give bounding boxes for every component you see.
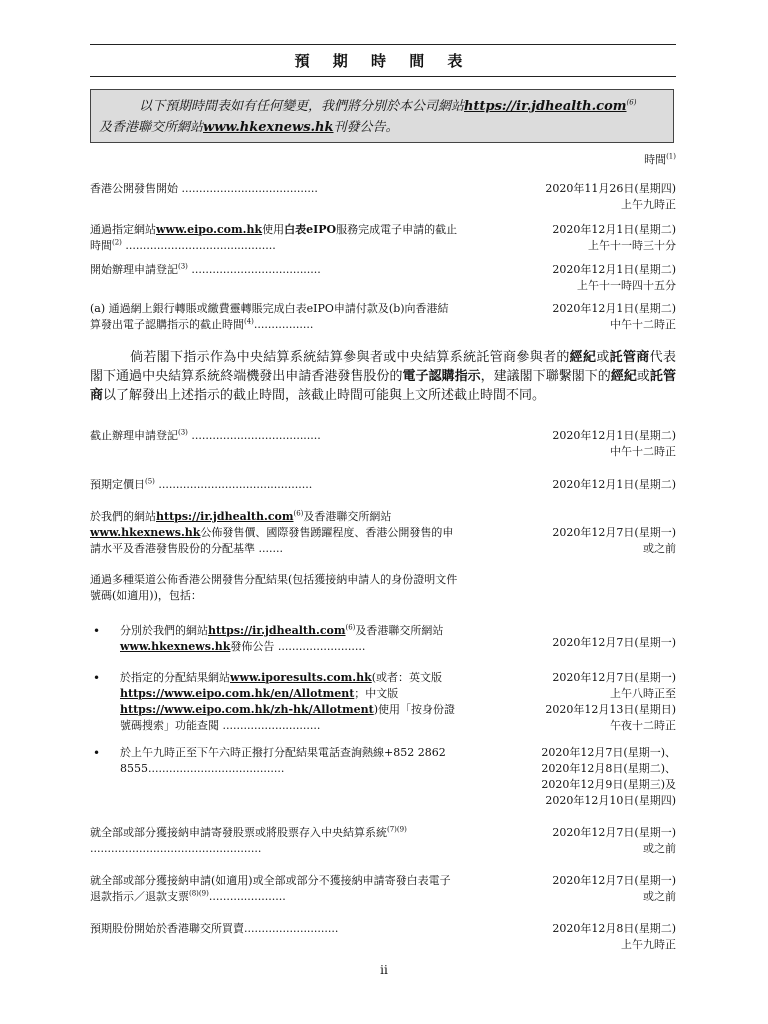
- label-text: 發佈公告 .........................: [230, 640, 366, 653]
- row-label: [90, 222, 458, 254]
- time-column-header: [560, 151, 676, 167]
- bullet-icon: •: [93, 746, 101, 760]
- footnote-ref: (3): [178, 428, 188, 437]
- footnote-ref: (6): [293, 509, 304, 518]
- row-time: 2020年12月1日(星期二) 中午十二時正: [552, 302, 676, 331]
- leader-dots: .................: [253, 318, 314, 331]
- row-time: 2020年12月1日(星期二): [552, 478, 676, 491]
- row-label: [120, 623, 458, 655]
- label-text: (或者：英文版: [371, 671, 443, 684]
- leader-dots: .....................................: [187, 429, 321, 442]
- row-time: 2020年12月8日(星期二) 上午九時正: [552, 922, 676, 951]
- bullet-icon: •: [93, 624, 101, 638]
- label-text: 分別於我們的網站: [120, 624, 208, 637]
- label-text: 截止辦理申請登記: [90, 429, 178, 442]
- link-allotment-en[interactable]: https://www.eipo.com.hk/en/Allotment: [120, 687, 355, 700]
- row-label: 香港公開發售開始 .......................................: [90, 182, 318, 195]
- para-text: 代表閣下通過中央結算系統終端機發出申請香港發售股份的: [90, 350, 676, 384]
- link-hkexnews[interactable]: www.hkexnews.hk: [120, 640, 231, 653]
- row-time: 2020年12月7日(星期一): [552, 636, 676, 649]
- page-title: 預 期 時 間 表: [294, 52, 472, 70]
- title-rule: [90, 76, 676, 77]
- row-label: [90, 428, 458, 444]
- label-text: 於我們的網站: [90, 510, 156, 523]
- notice-text-mid: 及香港聯交所網站: [99, 120, 204, 135]
- label-text: (a) 通過網上銀行轉賬或繳費靈轉賬完成白表eIPO申請付款及(b)向香港結算發出電子認購指示的截止時間: [90, 302, 449, 331]
- row-label: [90, 477, 458, 493]
- para-bold: 託管商: [609, 350, 650, 365]
- row-time: 2020年12月7日(星期一) 或之前: [552, 526, 676, 555]
- label-text: 使用: [262, 223, 285, 236]
- row-time: 2020年12月7日(星期一) 或之前: [552, 826, 676, 855]
- label-text: )使用「按身份證號碼搜索」功能查閱 ............................: [120, 703, 456, 732]
- row-time: 2020年11月26日(星期四) 上午九時正: [545, 182, 676, 211]
- label-text: 公佈發售價、國際發售踴躍程度、香港公開發售的申請水平及香港發售股份的分配基準 .......: [90, 526, 454, 555]
- notice-link-hkexnews[interactable]: www.hkexnews.hk: [203, 120, 334, 135]
- para-bold: 經紀: [610, 369, 637, 384]
- link-jdhealth[interactable]: https://ir.jdhealth.com: [208, 624, 346, 637]
- time-header-note: (1): [666, 152, 676, 161]
- row-label: 預期股份開始於香港聯交所買賣...........................: [90, 922, 339, 935]
- link-eipo[interactable]: www.eipo.com.hk: [156, 223, 263, 236]
- para-bold: 經紀: [569, 350, 597, 365]
- broker-notice-paragraph: [90, 348, 676, 405]
- label-text: ；中文版: [354, 687, 399, 700]
- row-time: 2020年12月7日(星期一) 上午八時正至 2020年12月13日(星期日) 午夜十二時正: [545, 671, 676, 732]
- row-time: 2020年12月7日(星期一) 或之前: [552, 874, 676, 903]
- para-text: 倘若閣下指示作為中央結算系統結算參與者或中央結算系統託管商參與者的: [130, 350, 570, 365]
- row-label: [90, 873, 458, 905]
- notice-box: [90, 89, 674, 143]
- link-jdhealth[interactable]: https://ir.jdhealth.com: [156, 510, 294, 523]
- notice-text-pre: 以下預期時間表如有任何變更，我們將分別於本公司網站: [139, 99, 465, 114]
- link-allotment-zh[interactable]: https://www.eipo.com.hk/zh-hk/Allotment: [120, 703, 374, 716]
- para-text: 或: [636, 369, 650, 384]
- time-header-label: 時間: [644, 153, 667, 166]
- label-text: 及香港聯交所網站: [355, 624, 444, 637]
- row-time: 2020年12月1日(星期二) 上午十一時三十分: [552, 223, 676, 252]
- row-label: 通過多種渠道公佈香港公開發售分配結果(包括獲接納申請人的身份證明文件號碼(如適用))，包括：: [90, 573, 458, 602]
- link-iporesults[interactable]: www.iporesults.com.hk: [230, 671, 372, 684]
- label-text: 通過指定網站: [90, 223, 156, 236]
- para-text: 或: [596, 350, 610, 365]
- footnote-ref: (7)(9): [387, 825, 407, 834]
- leader-dots: ......................: [208, 890, 286, 903]
- leader-dots: .....................................: [187, 263, 321, 276]
- leader-dots: ...........................................: [121, 239, 276, 252]
- row-label: [90, 262, 458, 278]
- label-text: 預期定價日: [90, 478, 145, 491]
- label-text: 開始辦理申請登記: [90, 263, 178, 276]
- label-text: 於指定的分配結果網站: [120, 671, 230, 684]
- footnote-ref: (6): [345, 623, 356, 632]
- leader-dots: .................................................: [90, 842, 262, 855]
- footnote-ref: (5): [145, 477, 155, 486]
- notice-note: (6): [626, 98, 637, 107]
- row-label: [120, 670, 458, 734]
- notice-text-post: 刊發公告。: [333, 120, 399, 135]
- label-text: 就全部或部分獲接納申請(如適用)或全部或部分不獲接納申請寄發白表電子退款指示／退款支票: [90, 874, 451, 903]
- footnote-ref: (3): [178, 262, 188, 271]
- notice-link-jdhealth[interactable]: https://ir.jdhealth.com: [464, 99, 627, 114]
- leader-dots: ............................................: [154, 478, 313, 491]
- para-text: 以了解發出上述指示的截止時間，該截止時間可能與上文所述截止時間不同。: [103, 388, 546, 403]
- para-bold: 託管商: [90, 369, 676, 403]
- top-rule: [90, 44, 676, 45]
- footnote-ref: (2): [112, 238, 122, 247]
- row-label: [90, 825, 458, 857]
- row-label: [90, 301, 458, 333]
- para-bold: 電子認購指示: [402, 369, 481, 384]
- label-text: 就全部或部分獲接納申請寄發股票或將股票存入中央結算系統: [90, 826, 387, 839]
- bullet-icon: •: [93, 671, 101, 685]
- para-text: ，建議閣下聯繫閣下的: [480, 369, 611, 384]
- label-bold: 白表eIPO: [284, 223, 337, 236]
- footnote-ref: (4): [244, 317, 254, 326]
- row-time: 2020年12月7日(星期一)、 2020年12月8日(星期二)、 2020年12月9日(星期三)及 2020年12月10日(星期四): [541, 746, 676, 807]
- row-time: 2020年12月1日(星期二) 中午十二時正: [552, 429, 676, 458]
- row-label: [90, 509, 458, 557]
- link-hkexnews[interactable]: www.hkexnews.hk: [90, 526, 201, 539]
- row-time: 2020年12月1日(星期二) 上午十一時四十五分: [552, 263, 676, 292]
- label-text: 及香港聯交所網站: [303, 510, 392, 523]
- row-label: 於上午九時正至下午六時正撥打分配結果電話查詢熱線+852 2862 8555.......................................: [120, 746, 446, 775]
- page-number: ii: [380, 963, 388, 977]
- footnote-ref: (8)(9): [189, 889, 209, 898]
- label-text: 服務完成電子申請的截止時間: [90, 223, 458, 252]
